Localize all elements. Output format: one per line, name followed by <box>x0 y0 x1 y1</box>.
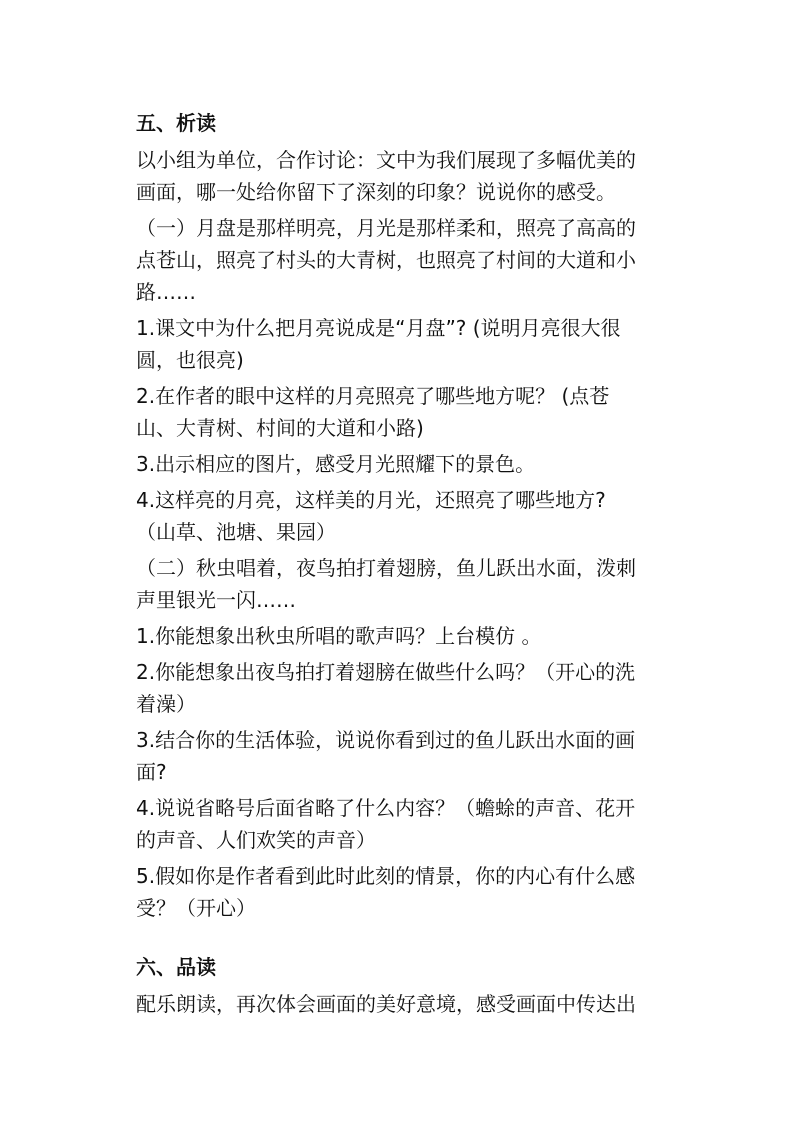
paragraph <box>136 620 706 652</box>
text-line: 路…… <box>136 280 196 304</box>
paragraph <box>136 860 706 924</box>
text-line: 点苍山，照亮了村头的大青树，也照亮了村间的大道和小 <box>136 248 636 272</box>
paragraph <box>136 656 706 720</box>
paragraph <box>136 988 706 1020</box>
text-line: 受？（开心） <box>136 896 256 920</box>
paragraph <box>136 484 706 548</box>
paragraph <box>136 792 706 856</box>
text-line: 画面，哪一处给你留下了深刻的印象？说说你的感受。 <box>136 180 616 204</box>
text-line: 2.在作者的眼中这样的月亮照亮了哪些地方呢？ (点苍 <box>136 384 610 408</box>
document-body <box>136 108 706 1024</box>
text-line: 4.说说省略号后面省略了什么内容？（蟾蜍的声音、花开 <box>136 796 636 820</box>
text-line: 4.这样亮的月亮，这样美的月光，还照亮了哪些地方? <box>136 488 606 512</box>
paragraph <box>136 312 706 376</box>
paragraph <box>136 448 706 480</box>
text-line: 5.假如你是作者看到此时此刻的情景，你的内心有什么感 <box>136 864 636 888</box>
text-line: （山草、池塘、果园） <box>136 520 336 544</box>
text-line: 圆，也很亮) <box>136 348 244 372</box>
text-line: 配乐朗读，再次体会画面的美好意境，感受画面中传达出 <box>136 992 636 1016</box>
paragraph <box>136 212 706 308</box>
text-line: 以小组为单位，合作讨论：文中为我们展现了多幅优美的 <box>136 148 636 172</box>
text-line: 着澡） <box>136 692 196 716</box>
text-line: 2.你能想象出夜鸟拍打着翅膀在做些什么吗？（开心的洗 <box>136 660 636 684</box>
text-line: 面? <box>136 760 167 784</box>
text-line: 声里银光一闪…… <box>136 588 296 612</box>
text-line: 3.出示相应的图片，感受月光照耀下的景色。 <box>136 452 536 476</box>
section-heading: 五、析读 <box>136 111 216 135</box>
text-line: 1.你能想象出秋虫所唱的歌声吗？上台模仿 。 <box>136 624 542 648</box>
text-line: 山、大青树、村间的大道和小路) <box>136 416 424 440</box>
text-line: 3.结合你的生活体验，说说你看到过的鱼儿跃出水面的画 <box>136 728 636 752</box>
text-line: 1.课文中为什么把月亮说成是“月盘”? (说明月亮很大很 <box>136 316 621 340</box>
text-line: 的声音、人们欢笑的声音） <box>136 828 376 852</box>
paragraph <box>136 552 706 616</box>
text-line: （二）秋虫唱着，夜鸟拍打着翅膀，鱼儿跃出水面，泼刺 <box>136 556 636 580</box>
paragraph <box>136 144 706 208</box>
section-heading: 六、品读 <box>136 955 216 979</box>
paragraph <box>136 724 706 788</box>
paragraph <box>136 380 706 444</box>
text-line: （一）月盘是那样明亮，月光是那样柔和，照亮了高高的 <box>136 216 636 240</box>
